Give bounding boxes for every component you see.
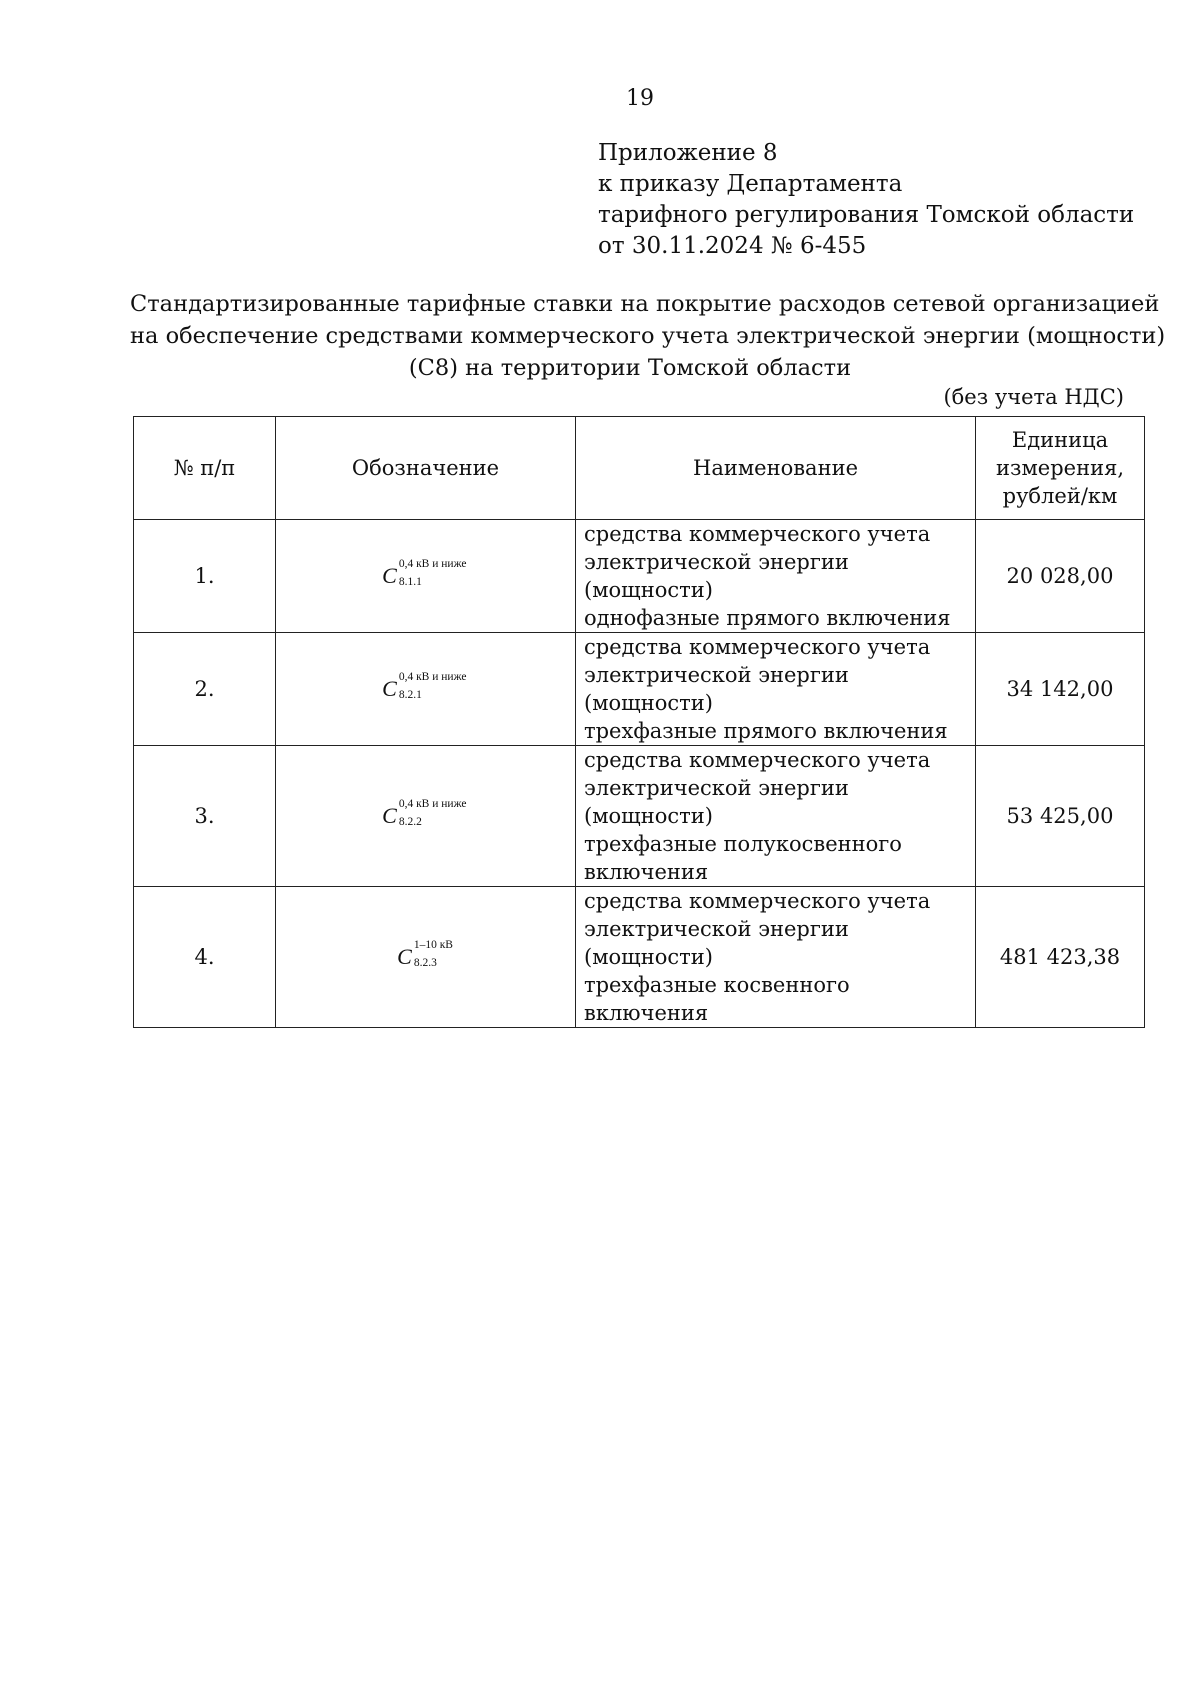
row-name: средства коммерческого учета электрической энергии (мощности) трехфазные косвенного включения: [576, 887, 976, 1028]
row-designation: [276, 887, 576, 1028]
appendix-line: от 30.11.2024 № 6-455: [598, 233, 867, 259]
tariff-table: [133, 416, 1145, 1028]
symbol-superscript: 0,4 кВ и ниже: [398, 798, 467, 811]
symbol-superscript: 1–10 кВ: [413, 939, 453, 952]
row-value: 53 425,00: [976, 746, 1145, 887]
row-name: средства коммерческого учета электрической энергии (мощности) трехфазные полукосвенного включения: [576, 746, 976, 887]
symbol-subscript: 8.1.1: [398, 576, 422, 589]
appendix-line: тарифного регулирования Томской области: [598, 202, 1135, 228]
row-designation: [276, 633, 576, 746]
tariff-symbol: C 0,4 кВ и ниже 8.1.1: [382, 558, 467, 589]
page-number: 19: [626, 86, 654, 111]
appendix-header: [598, 138, 1134, 262]
document-title: [130, 288, 1166, 384]
title-line: на обеспечение средствами коммерческого учета электрической энергии (мощности): [130, 323, 1166, 349]
symbol-superscript: 0,4 кВ и ниже: [398, 558, 467, 571]
symbol-subscript: 8.2.3: [413, 957, 437, 970]
row-value: 481 423,38: [976, 887, 1145, 1028]
table-row: [134, 746, 1145, 887]
symbol-superscript: 0,4 кВ и ниже: [398, 671, 467, 684]
table-header-row: [134, 417, 1145, 520]
title-line: (С8) на территории Томской области: [408, 355, 852, 381]
row-value: 20 028,00: [976, 520, 1145, 633]
header-unit: Единица измерения, рублей/км: [976, 417, 1145, 520]
tariff-symbol: C 0,4 кВ и ниже 8.2.2: [382, 798, 467, 829]
row-number: 2.: [134, 633, 276, 746]
row-number: 3.: [134, 746, 276, 887]
appendix-line: к приказу Департамента: [598, 171, 903, 197]
symbol-subscript: 8.2.1: [398, 689, 422, 702]
title-line: Стандартизированные тарифные ставки на покрытие расходов сетевой организацией: [130, 291, 1160, 317]
row-designation: [276, 746, 576, 887]
table-row: [134, 520, 1145, 633]
symbol-subscript: 8.2.2: [398, 816, 422, 829]
row-number: 1.: [134, 520, 276, 633]
table-row: [134, 887, 1145, 1028]
table-row: [134, 633, 1145, 746]
row-name: средства коммерческого учета электрической энергии (мощности) однофазные прямого включения: [576, 520, 976, 633]
row-designation: [276, 520, 576, 633]
vat-note: (без учета НДС): [943, 385, 1124, 409]
tariff-symbol: C 1–10 кВ 8.2.3: [397, 939, 453, 970]
header-designation: Обозначение: [276, 417, 576, 520]
tariff-symbol: C 0,4 кВ и ниже 8.2.1: [382, 671, 467, 702]
header-name: Наименование: [576, 417, 976, 520]
row-name: средства коммерческого учета электрической энергии (мощности) трехфазные прямого включения: [576, 633, 976, 746]
row-value: 34 142,00: [976, 633, 1145, 746]
row-number: 4.: [134, 887, 276, 1028]
appendix-line: Приложение 8: [598, 140, 778, 166]
header-number: № п/п: [134, 417, 276, 520]
